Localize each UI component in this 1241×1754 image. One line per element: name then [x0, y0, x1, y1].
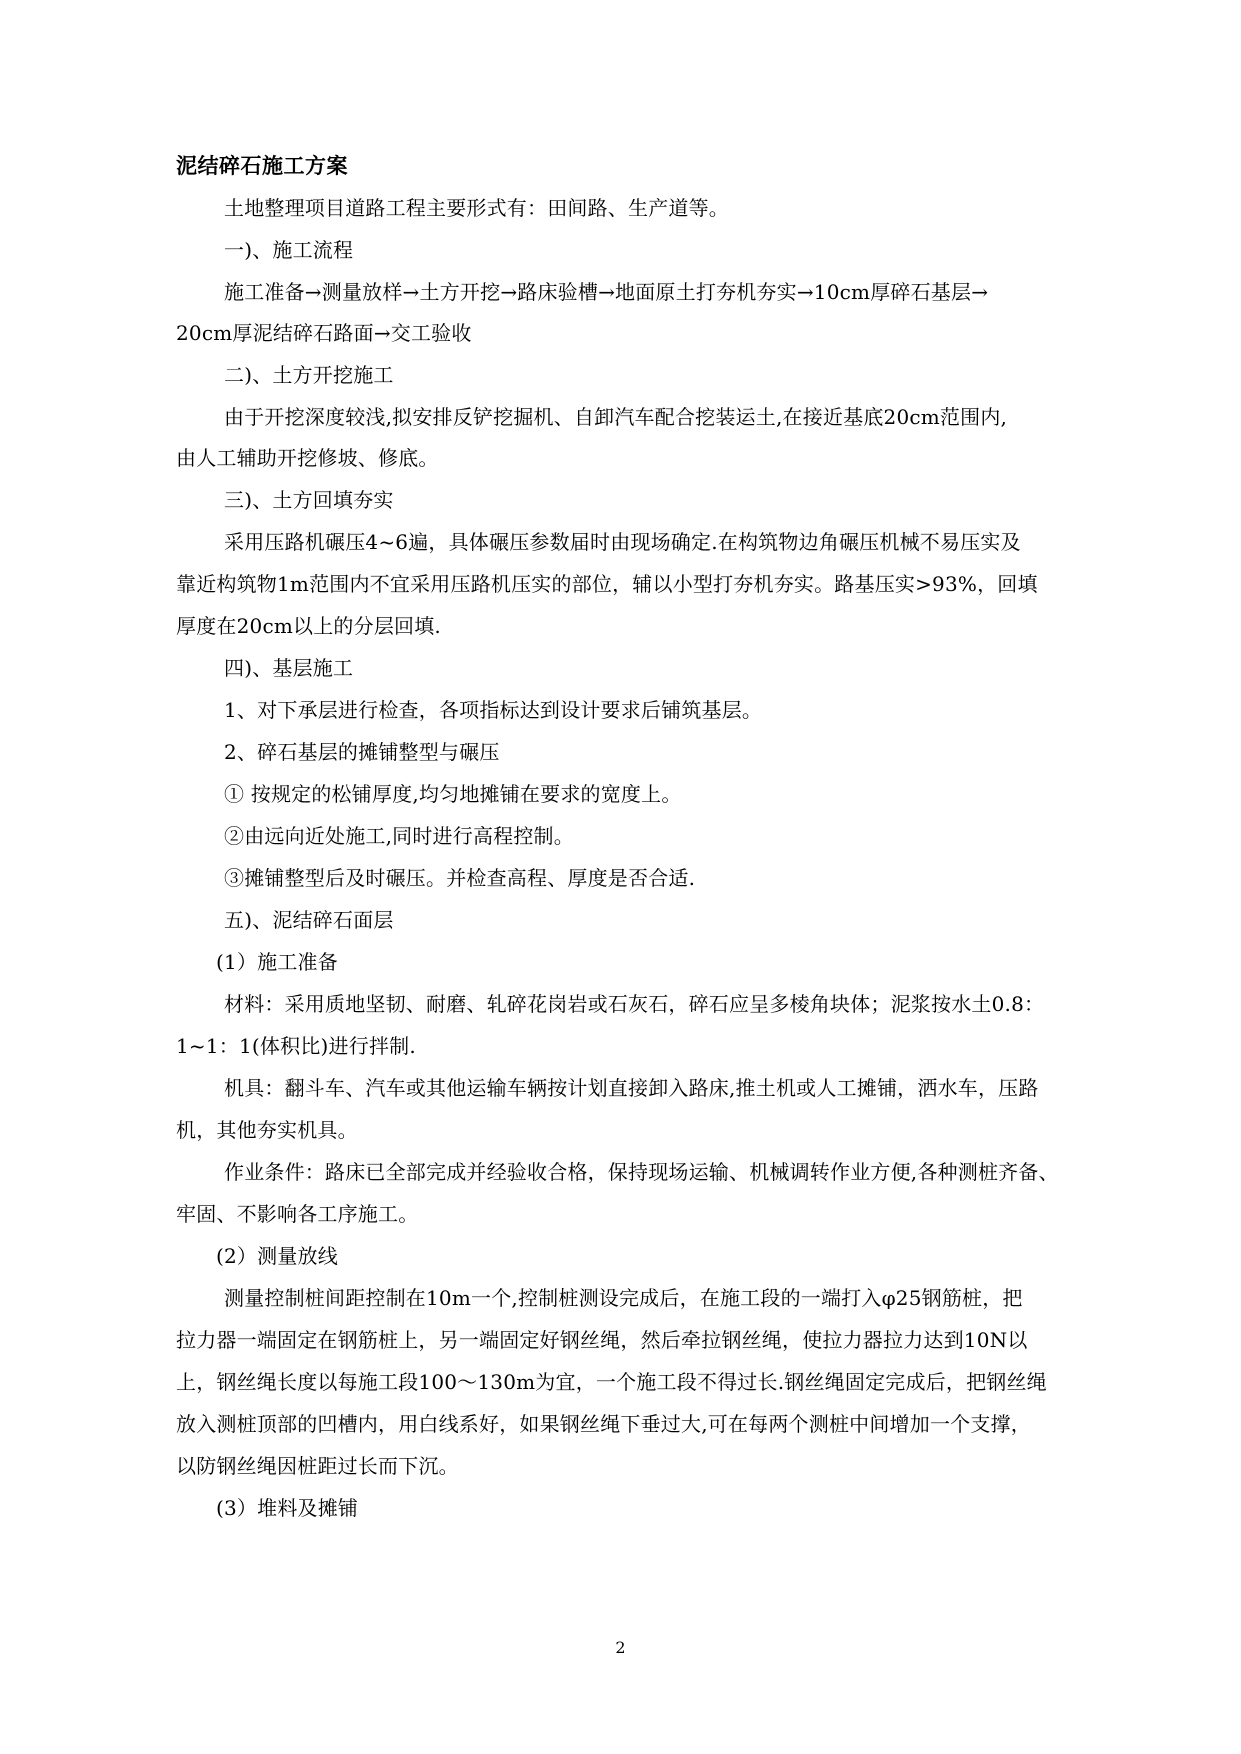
- doc-line: 施工准备→测量放样→土方开挖→路床验槽→地面原土打夯机夯实→10cm厚碎石基层→: [224, 280, 989, 304]
- doc-line: 拉力器一端固定在钢筋桩上，另一端固定好钢丝绳，然后牵拉钢丝绳，使拉力器拉力达到10N以: [176, 1328, 1028, 1352]
- doc-line: 上，钢丝绳长度以每施工段100～130m为宜，一个施工段不得过长.钢丝绳固定完成后，把钢丝绳: [176, 1370, 1047, 1394]
- section-heading: 一)、施工流程: [224, 238, 354, 262]
- doc-line: 由于开挖深度较浅,拟安排反铲挖掘机、自卸汽车配合挖装运土,在接近基底20cm范围内,: [224, 405, 1008, 429]
- section-heading: 四)、基层施工: [224, 656, 354, 680]
- doc-line: 牢固、不影响各工序施工。: [176, 1202, 419, 1226]
- doc-line: 20cm厚泥结碎石路面→交工验收: [176, 321, 472, 345]
- doc-line: 放入测桩顶部的凹槽内，用白线系好，如果钢丝绳下垂过大,可在每两个测桩中间增加一个支撑，: [176, 1412, 1031, 1436]
- doc-line: 2、碎石基层的摊铺整型与碾压: [224, 740, 500, 764]
- doc-line: 土地整理项目道路工程主要形式有：田间路、生产道等。: [224, 196, 729, 220]
- doc-line: 由人工辅助开挖修坡、修底。: [176, 446, 439, 470]
- subsection-heading: (3）堆料及摊铺: [216, 1496, 359, 1520]
- doc-line: 机，其他夯实机具。: [176, 1118, 358, 1142]
- subsection-heading: (1）施工准备: [216, 950, 338, 974]
- page-number: 2: [615, 1638, 626, 1657]
- doc-line: 以防钢丝绳因桩距过长而下沉。: [176, 1454, 459, 1478]
- doc-line: 1~1：1(体积比)进行拌制.: [176, 1034, 416, 1058]
- doc-line: 测量控制桩间距控制在10m一个,控制桩测设完成后，在施工段的一端打入φ25钢筋桩，把: [224, 1286, 1023, 1310]
- doc-line: 采用压路机碾压4~6遍，具体碾压参数届时由现场确定.在构筑物边角碾压机械不易压实及: [224, 530, 1021, 554]
- doc-line: 机具：翻斗车、汽车或其他运输车辆按计划直接卸入路床,推土机或人工摊铺，洒水车，压路: [224, 1076, 1039, 1100]
- section-heading: 二)、土方开挖施工: [224, 363, 394, 387]
- doc-title: 泥结碎石施工方案: [176, 154, 348, 178]
- doc-line: 靠近构筑物1m范围内不宜采用压路机压实的部位，辅以小型打夯机夯实。路基压实>93%，回填: [176, 572, 1038, 596]
- section-heading: 五)、泥结碎石面层: [224, 908, 394, 932]
- doc-line: 1、对下承层进行检查，各项指标达到设计要求后铺筑基层。: [224, 698, 763, 722]
- doc-line: 材料：采用质地坚韧、耐磨、轧碎花岗岩或石灰石，碎石应呈多棱角块体；泥浆按水土0.8：: [224, 992, 1045, 1016]
- doc-line: 厚度在20cm以上的分层回填.: [176, 614, 441, 638]
- doc-line: ②由远向近处施工,同时进行高程控制。: [224, 824, 574, 848]
- subsection-heading: (2）测量放线: [216, 1244, 338, 1268]
- doc-line: 作业条件：路床已全部完成并经验收合格，保持现场运输、机械调转作业方便,各种测桩齐备、: [224, 1160, 1059, 1184]
- doc-line: ① 按规定的松铺厚度,均匀地摊铺在要求的宽度上。: [224, 782, 682, 806]
- section-heading: 三)、土方回填夯实: [224, 488, 394, 512]
- doc-line: ③摊铺整型后及时碾压。并检查高程、厚度是否合适.: [224, 866, 696, 890]
